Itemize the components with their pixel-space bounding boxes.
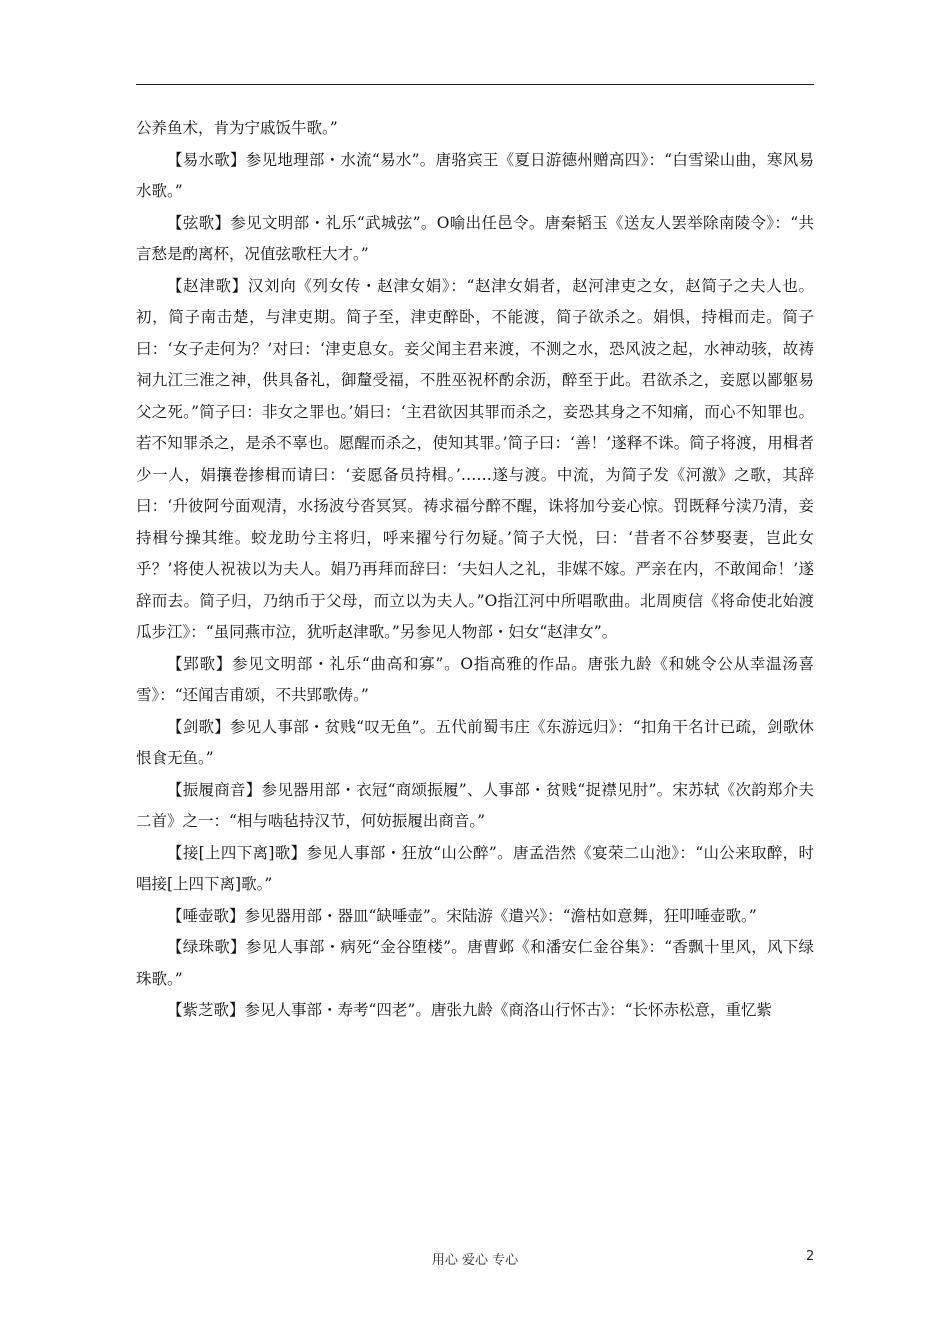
entry-xian-ge: 【弦歌】参见文明部・礼乐“武城弦”。O喻出任邑令。唐秦韬玉《送友人罢举除南陵令》：“共言愁是酌离杯，况值弦歌枉大才。” bbox=[136, 213, 814, 263]
document-body bbox=[136, 113, 814, 1027]
entry-jian-ge: 【剑歌】参见人事部・贫贱“叹无鱼”。五代前蜀韦庄《东游远归》：“扣角干名计已疏，剑歌休恨食无鱼。” bbox=[136, 717, 814, 767]
footer-slogan: 用心 爱心 专心 bbox=[431, 1253, 519, 1268]
entry-tuohu-ge: 【唾壶歌】参见器用部・器皿“缺唾壶”。宋陆游《遣兴》：“澹枯如意舞，狂叩唾壶歌。” bbox=[167, 906, 757, 925]
header-rule bbox=[136, 84, 814, 85]
entry-ying-ge: 【郢歌】参见文明部・礼乐“曲高和寡”。O指高雅的作品。唐张九龄《和姚令公从幸温汤喜雪》：“还闻吉甫颂，不共郢歌俦。” bbox=[136, 654, 814, 704]
entry-zhaojin-ge: 【赵津歌】汉刘向《列女传・赵津女娟》：“赵津女娟者，赵河津吏之女，赵简子之夫人也。初，简子南击楚，与津吏期。简子至，津吏醉卧，不能渡，简子欲杀之。娟惧，持楫而走。简子曰：‘女子走何为？’对曰：‘津吏息女。妾父闻主君来渡，不测之水，恐风波之起，水神动骇，故祷祠九江三淮之神，供具备礼，御釐受福，不胜巫祝杯酌余沥，醉至于此。君欲杀之，妾愿以鄙躯易父之死。”简子曰：非女之罪也。’娟曰：‘主君欲因其罪而杀之，妾恐其身之不知痛，而心不知罪也。若不知罪杀之，是杀不辜也。愿醒而杀之，使知其罪。’简子曰：‘善！’遂释不诛。简子将渡，用楫者少一人，娟攘卷掺楫而请曰：‘妾愿备员持楫。’……遂与渡。中流，为简子发《河激》之歌，其辞曰：‘升彼阿兮面观清，水扬波兮沓冥冥。祷求福兮醉不醒，诛将加兮妾心惊。罚既释兮渎乃清，妾持楫兮操其维。蛟龙助兮主将归，呼来擢兮行勿疑。’简子大悦，曰：‘昔者不谷梦娶妻，岂此女乎？’将使人祝祓以为夫人。娟乃再拜而辞曰：‘夫妇人之礼，非媒不嫁。严亲在内，不敢闻命！’遂辞而去。简子归，乃纳币于父母，而立以为夫人。”O指江河中所唱歌曲。北周庾信《将命使北始渡瓜步江》：“虽同燕市泣，犹听赵津歌。”另参见人物部・妇女“赵津女”。 bbox=[136, 276, 814, 641]
entry-zhenlv-shangyin: 【振履商音】参见器用部・衣冠“商颂振履”、人事部・贫贱“捉襟见肘”。宋苏轼《次韵郑介夫二首》之一：“相与啮毡持汉节，何妨振履出商音。” bbox=[136, 780, 814, 830]
page-number: 2 bbox=[806, 1249, 815, 1264]
paragraph-continuation: 公养鱼术，肯为宁戚饭牛歌。” bbox=[136, 119, 338, 137]
entry-lvzhu-ge: 【绿珠歌】参见人事部・病死“金谷堕楼”。唐曹邺《和潘安仁金谷集》：“香飘十里风，风下绿珠歌。” bbox=[136, 938, 814, 988]
entry-yishui-ge: 【易水歌】参见地理部・水流“易水”。唐骆宾王《夏日游德州赠高四》：“白雪梁山曲，寒风易水歌。” bbox=[136, 150, 814, 200]
entry-jieli-ge: 【接[上四下离]歌】参见人事部・狂放“山公醉”。唐孟浩然《宴荣二山池》：“山公来取醉，时唱接[上四下离]歌。” bbox=[136, 843, 814, 893]
entry-zizhi-ge: 【紫芝歌】参见人事部・寿考“四老”。唐张九龄《商洛山行怀古》：“长怀赤松意，重忆紫 bbox=[167, 1001, 773, 1019]
